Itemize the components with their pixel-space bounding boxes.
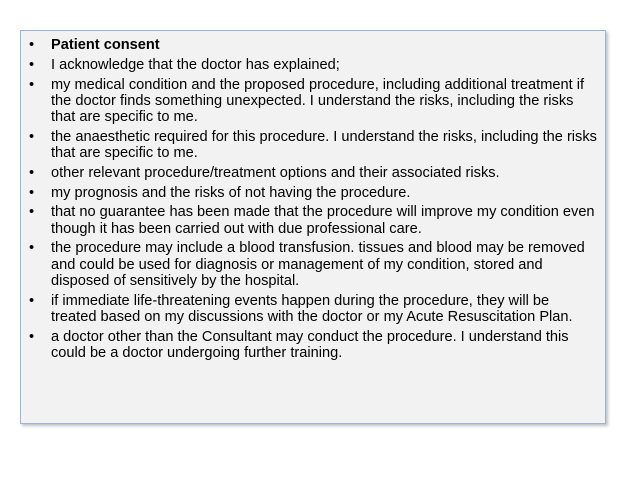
bullet-icon: • <box>29 76 35 93</box>
list-item <box>21 165 597 181</box>
bullet-icon: • <box>29 164 35 181</box>
list-item-text: if immediate life-threatening events happen during the procedure, they will be treated based on my discussions with the doctor or my Acute Resuscitation Plan. <box>51 292 573 325</box>
list-item-text: I acknowledge that the doctor has explained; <box>51 56 340 73</box>
list-item-text: my prognosis and the risks of not having the procedure. <box>51 184 411 201</box>
list-item-text: the procedure may include a blood transfusion. tissues and blood may be removed and could be used for diagnosis or management of my condition, stored and disposed of sensitively by the hospital. <box>51 240 585 289</box>
bullet-icon: • <box>29 56 35 73</box>
list-item-text: other relevant procedure/treatment options and their associated risks. <box>51 164 500 181</box>
list-item-text: that no guarantee has been made that the procedure will improve my condition even though it has been carried out with due professional care. <box>51 204 595 237</box>
bullet-icon: • <box>29 328 35 345</box>
list-item <box>21 329 597 361</box>
list-item-heading <box>21 37 597 53</box>
list-item <box>21 57 597 73</box>
list-item <box>21 129 597 161</box>
list-item <box>21 185 597 201</box>
consent-bullet-list <box>21 31 605 361</box>
list-item <box>21 77 597 126</box>
bullet-icon: • <box>29 128 35 145</box>
list-item-text: my medical condition and the proposed procedure, including additional treatment if the doctor finds something unexpected. I understand the risks, including the risks that are specific to me. <box>51 76 584 125</box>
list-item <box>21 293 597 325</box>
list-item-text: the anaesthetic required for this procedure. I understand the risks, including the risks that are specific to me. <box>51 128 597 161</box>
content-box <box>20 30 606 424</box>
list-item-text: a doctor other than the Consultant may conduct the procedure. I understand this could be a doctor undergoing further training. <box>51 328 569 361</box>
list-item <box>21 204 597 236</box>
bullet-icon: • <box>29 240 35 257</box>
bullet-icon: • <box>29 292 35 309</box>
list-item <box>21 240 597 289</box>
bullet-icon: • <box>29 184 35 201</box>
bullet-icon: • <box>29 37 35 53</box>
list-item-text: Patient consent <box>51 37 160 53</box>
bullet-icon: • <box>29 204 35 221</box>
